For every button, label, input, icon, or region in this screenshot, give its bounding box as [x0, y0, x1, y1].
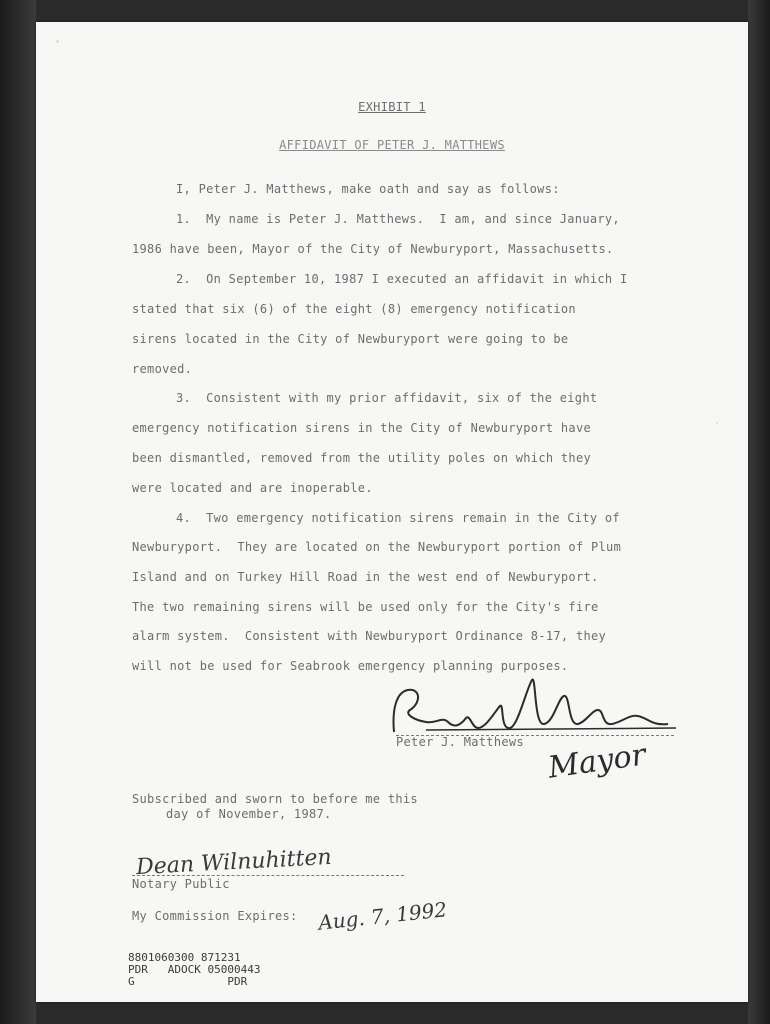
commission-date: Aug. 7, 1992	[317, 897, 449, 935]
body-line: sirens located in the City of Newburyport were going to be	[132, 332, 569, 346]
document-page	[36, 22, 748, 1002]
body-line: 4. Two emergency notification sirens remain in the City of	[176, 511, 620, 525]
body-line: Island and on Turkey Hill Road in the west end of Newburyport.	[132, 570, 599, 584]
notary-label: Notary Public	[132, 877, 230, 891]
accession-stamp-line-1: 8801060300 871231	[128, 951, 241, 964]
accession-stamp-line-2: PDR ADOCK 05000443	[128, 963, 261, 976]
body-line: 1. My name is Peter J. Matthews. I am, and since January,	[176, 212, 620, 226]
jurat-line-2: day of November, 1987.	[166, 807, 332, 821]
body-line: stated that six (6) of the eight (8) emergency notification	[132, 302, 576, 316]
body-line: will not be used for Seabrook emergency planning purposes.	[132, 659, 569, 673]
body-line: were located and are inoperable.	[132, 481, 373, 495]
body-line: 3. Consistent with my prior affidavit, six of the eight	[176, 391, 598, 405]
signer-name: Peter J. Matthews	[396, 735, 524, 749]
scan-speck	[56, 40, 59, 43]
jurat-line-1: Subscribed and sworn to before me this	[132, 792, 418, 806]
scan-frame-right	[748, 0, 770, 1024]
body-line: 1986 have been, Mayor of the City of Newburyport, Massachusetts.	[132, 242, 614, 256]
body-line: alarm system. Consistent with Newburyport Ordinance 8-17, they	[132, 629, 607, 643]
accession-stamp-line-3: G PDR	[128, 975, 248, 988]
body-line: I, Peter J. Matthews, make oath and say as follows:	[176, 182, 560, 196]
body-line: been dismantled, removed from the utility poles on which they	[132, 451, 592, 465]
body-line: 2. On September 10, 1987 I executed an affidavit in which I	[176, 272, 628, 286]
body-line: The two remaining sirens will be used only for the City's fire	[132, 600, 599, 614]
scan-frame-left	[0, 0, 36, 1024]
commission-label: My Commission Expires:	[132, 909, 298, 923]
body-line: Newburyport. They are located on the Newburyport portion of Plum	[132, 540, 622, 554]
body-line: emergency notification sirens in the City of Newburyport have	[132, 421, 592, 435]
body-line: removed.	[132, 362, 193, 376]
exhibit-title: EXHIBIT 1	[358, 100, 426, 114]
notary-line	[132, 875, 404, 876]
affidavit-title: AFFIDAVIT OF PETER J. MATTHEWS	[279, 138, 505, 152]
mayor-handwriting: Mayor	[546, 737, 648, 786]
notary-signature: Dean Wilnuhitten	[135, 844, 333, 881]
scan-speck	[716, 422, 718, 424]
